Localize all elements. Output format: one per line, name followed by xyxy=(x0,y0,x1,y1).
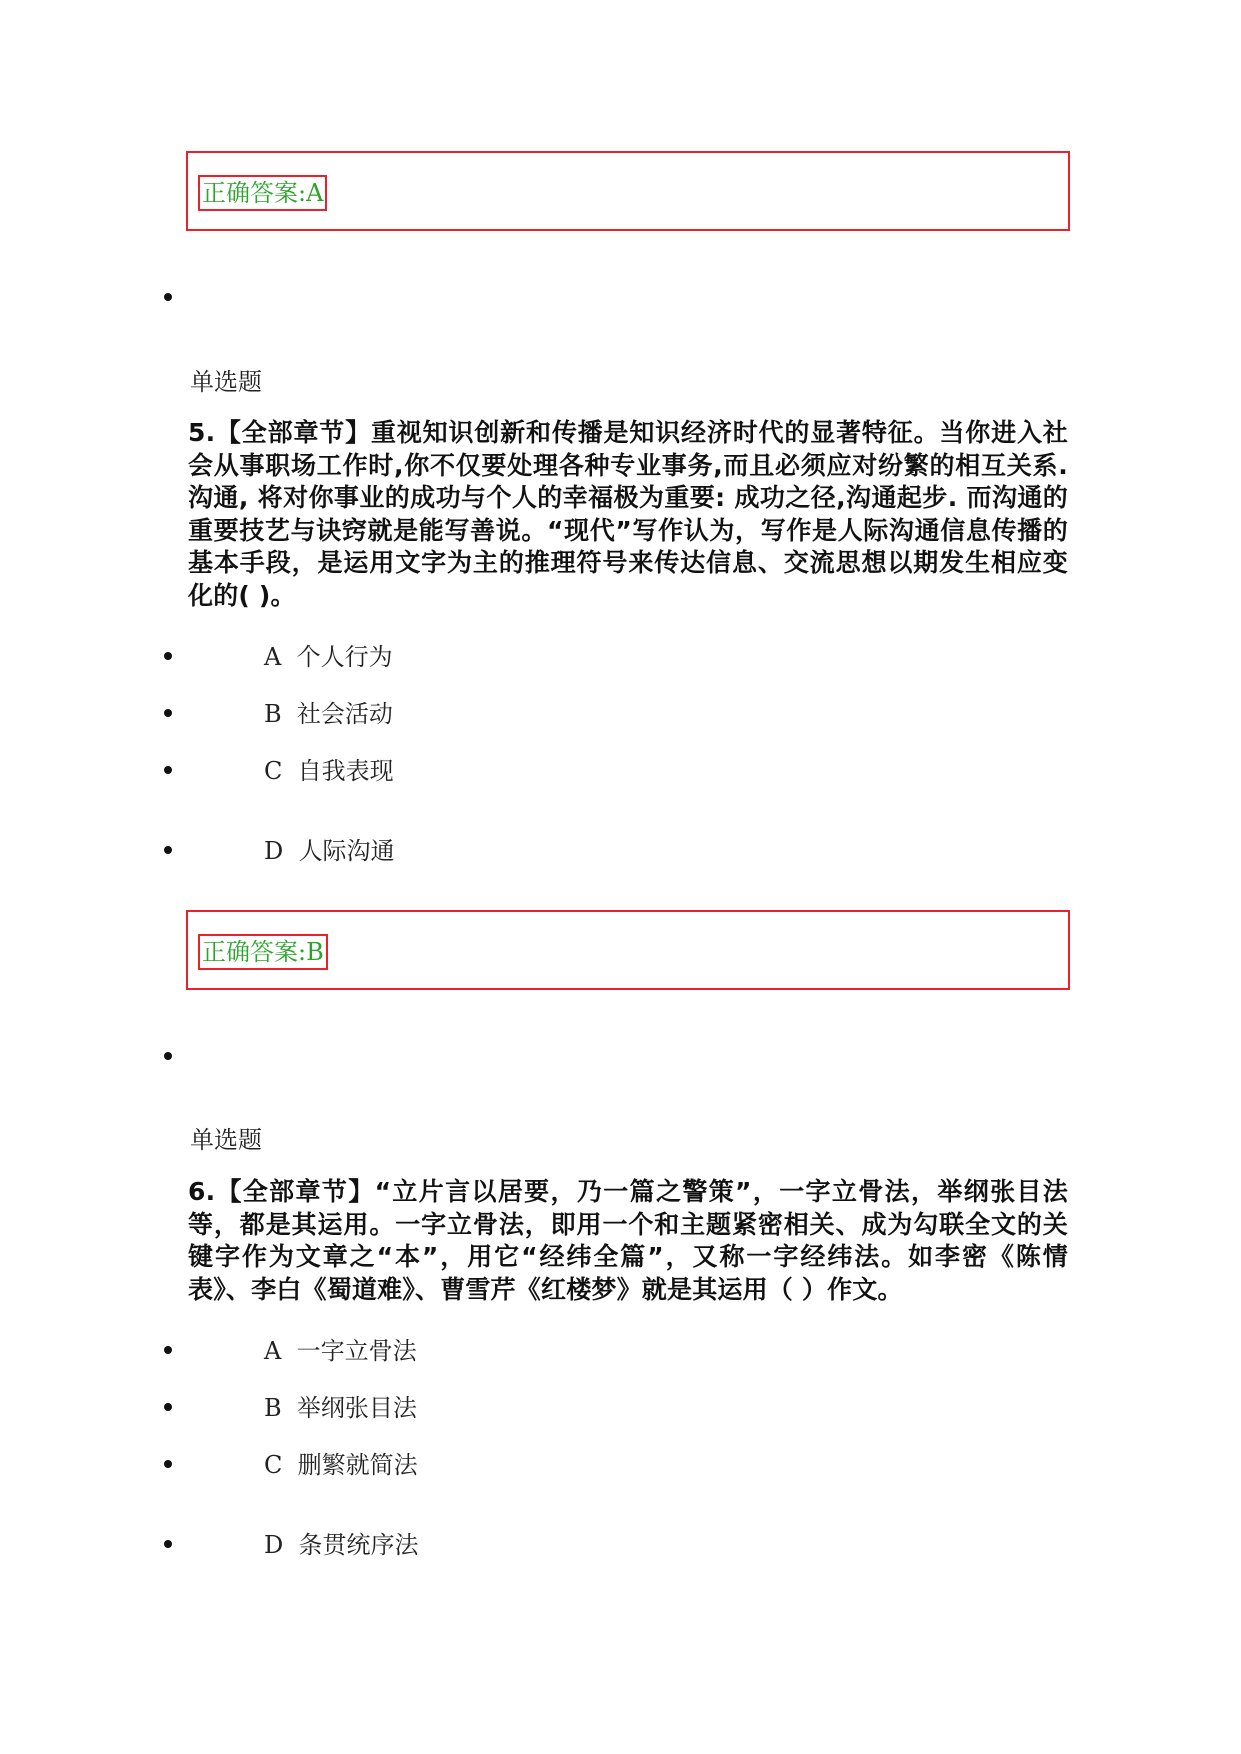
list-bullet xyxy=(164,1052,172,1060)
q5-option-c[interactable]: C 自我表现 xyxy=(264,757,394,785)
option-bullet xyxy=(164,766,172,774)
answer-box-5 xyxy=(186,910,1070,990)
question-type-6: 单选题 xyxy=(190,1126,262,1154)
option-bullet xyxy=(164,1403,172,1411)
q5-option-d[interactable]: D 人际沟通 xyxy=(264,837,395,865)
answer-box-prev xyxy=(186,151,1070,231)
option-bullet xyxy=(164,1460,172,1468)
question-text-6: 6.【全部章节】“立片言以居要，乃一篇之警策”，一字立骨法，举纲张目法等，都是其运用。一字立骨法，即用一个和主题紧密相关、成为勾联全文的关键字作为文章之“本”，用它“经纬全篇”，又称一字经纬法。如李密《陈情表》、李白《蜀道难》、曹雪芹《红楼梦》就是其运用（ ）作文。 xyxy=(188,1177,1068,1304)
question-type-5: 单选题 xyxy=(190,368,262,396)
q6-option-a[interactable]: A 一字立骨法 xyxy=(264,1337,417,1365)
option-bullet xyxy=(164,1346,172,1354)
q6-option-b[interactable]: B 举纲张目法 xyxy=(264,1394,417,1422)
list-bullet xyxy=(164,293,172,301)
q5-option-b[interactable]: B 社会活动 xyxy=(264,700,393,728)
q6-option-c[interactable]: C 删繁就简法 xyxy=(264,1451,418,1479)
correct-answer-prev: 正确答案:A xyxy=(198,175,327,211)
q5-option-a[interactable]: A 个人行为 xyxy=(264,643,393,671)
option-bullet xyxy=(164,846,172,854)
option-bullet xyxy=(164,709,172,717)
option-bullet xyxy=(164,652,172,660)
q6-option-d[interactable]: D 条贯统序法 xyxy=(264,1531,419,1559)
option-bullet xyxy=(164,1540,172,1548)
question-text-5: 5.【全部章节】重视知识创新和传播是知识经济时代的显著特征。当你进入社会从事职场工作时,你不仅要处理各种专业事务,而且必须应对纷繁的相互关系.沟通, 将对你事业的成功与个人的幸福极为重要: 成功之径,沟通起步. 而沟通的重要技艺与诀窍就是能写善说。“现代”写作认为，写作是人际沟通信息传播的基本手段，是运用文字为主的推理符号来传达信息、交流思想以期发生相应变化的( )。 xyxy=(188,418,1068,610)
correct-answer-5: 正确答案:B xyxy=(198,934,328,970)
